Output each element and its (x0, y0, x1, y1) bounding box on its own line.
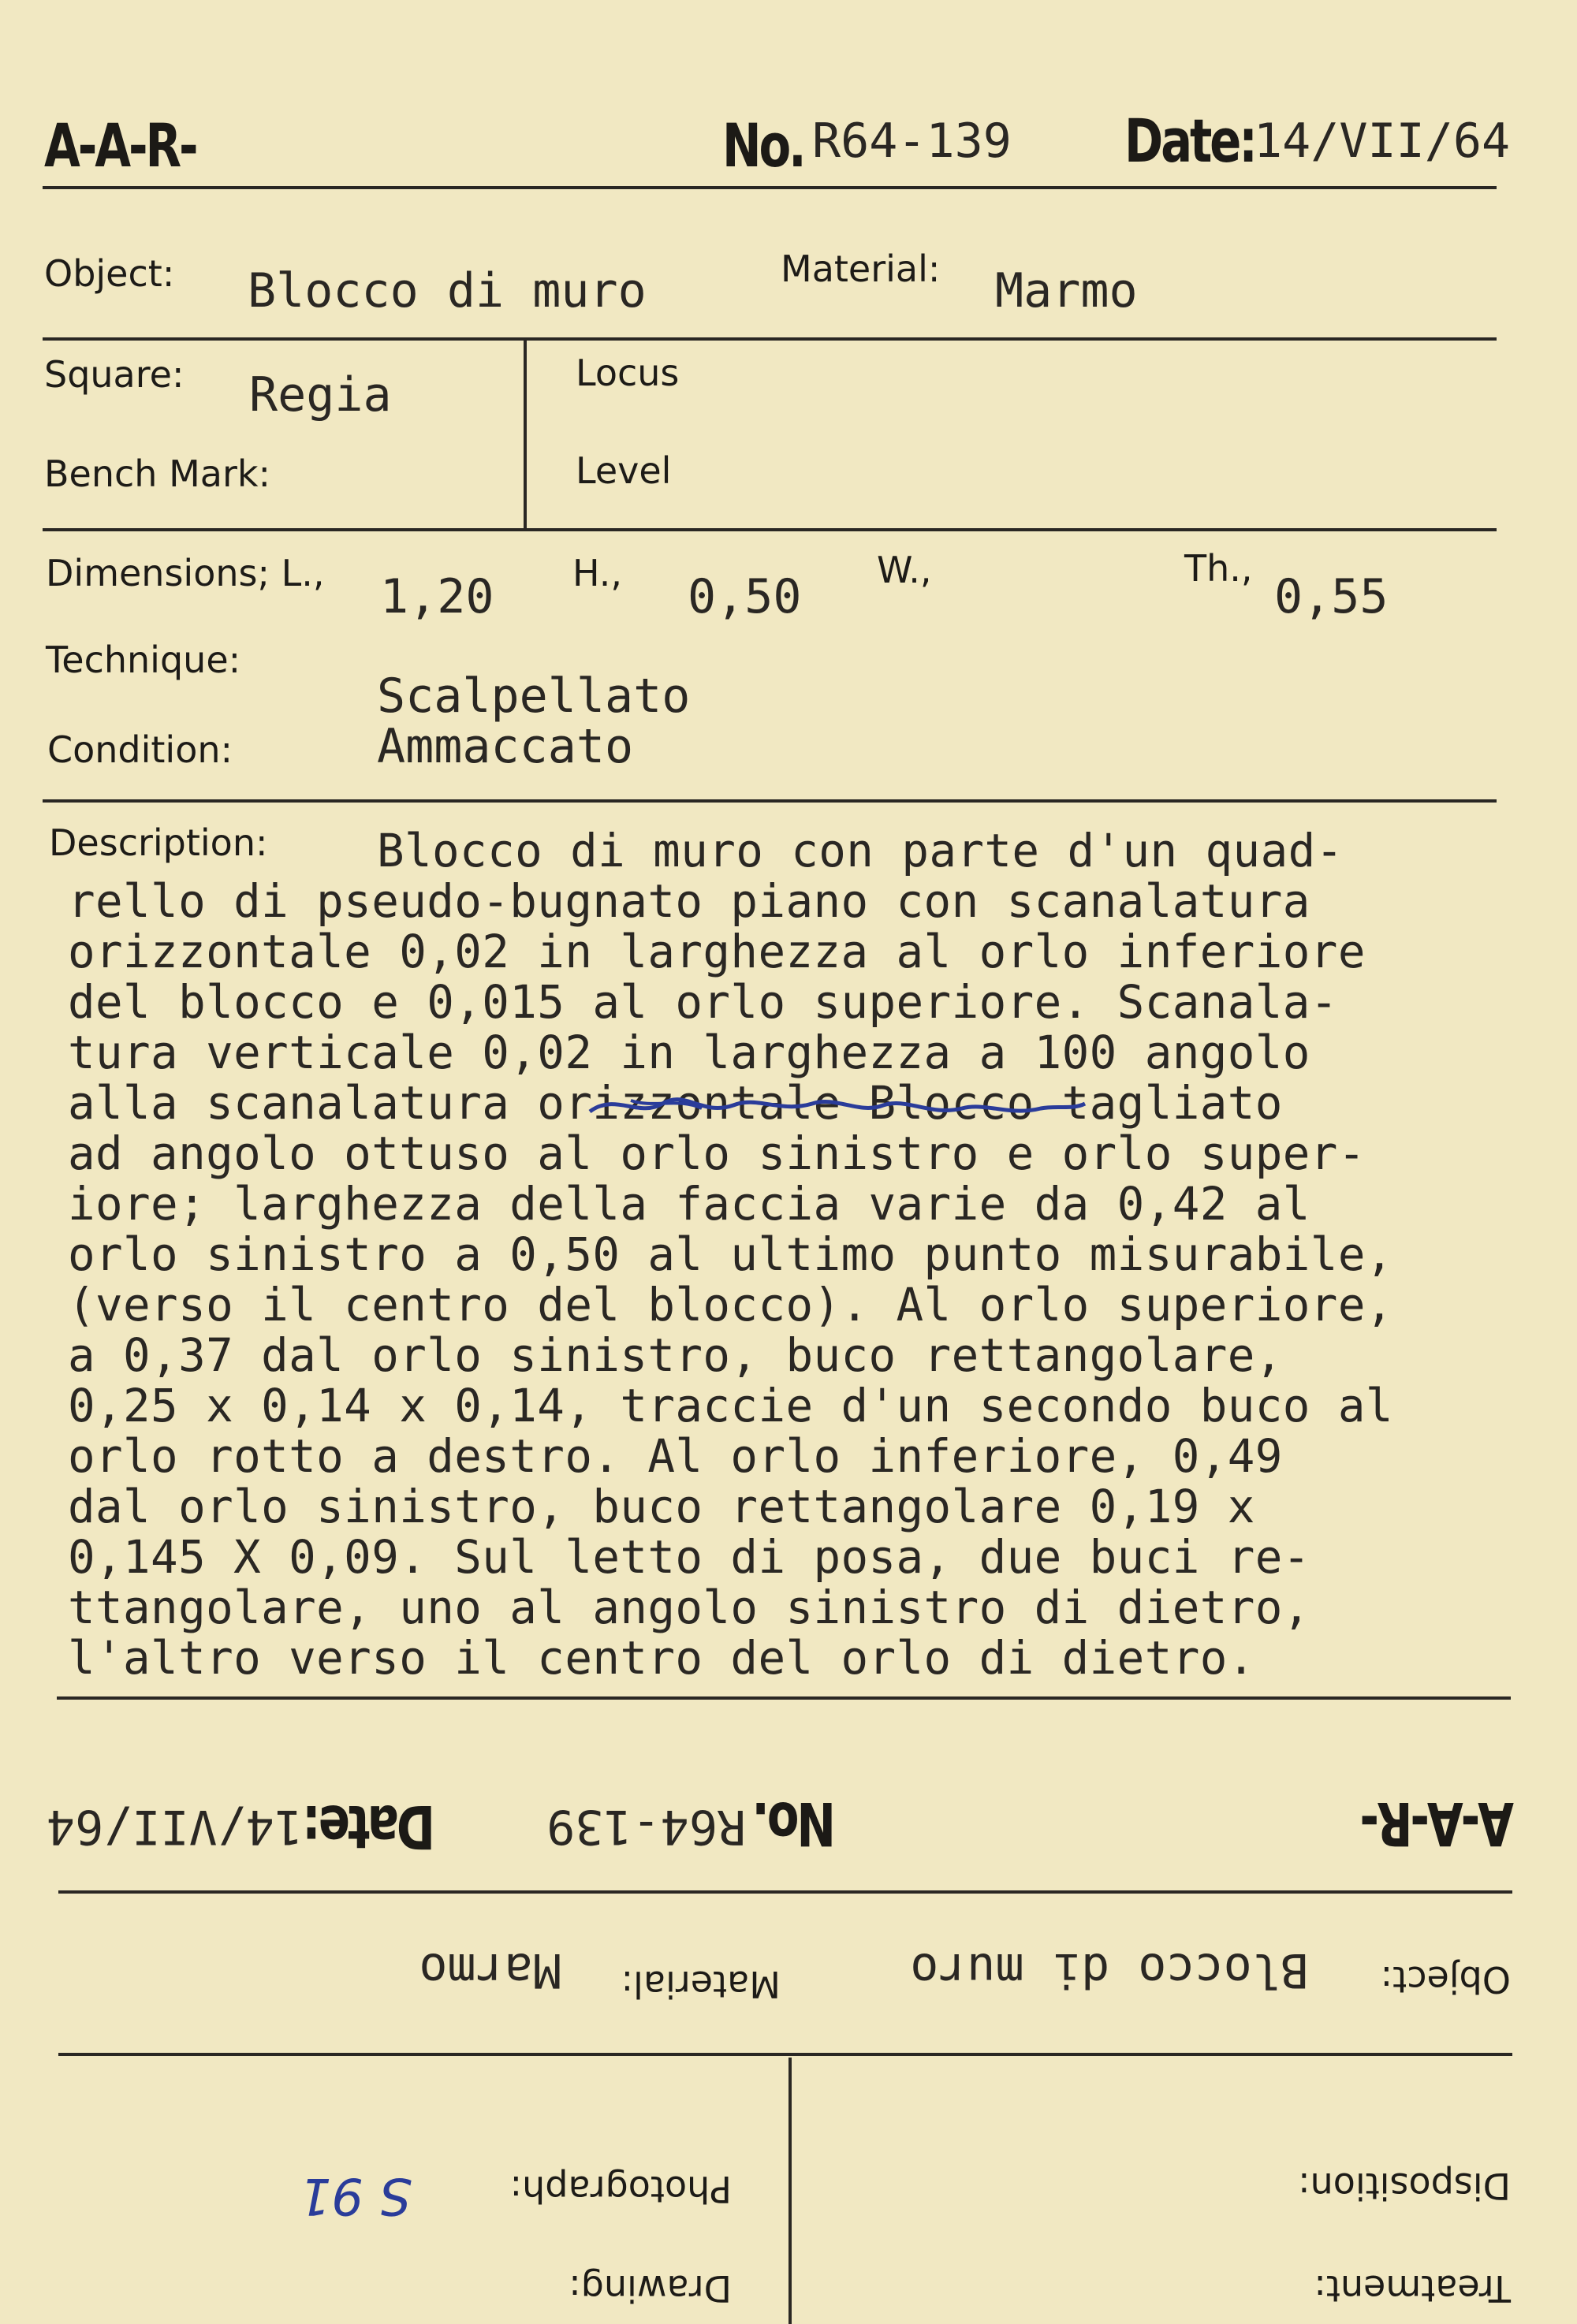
date-label-inverted: Date: (304, 1792, 435, 1862)
description-line: ttangolare, uno al angolo sinistro di dietro, (68, 1581, 1310, 1634)
description-line: dal orlo sinistro, buco rettangolare 0,19 x (68, 1480, 1255, 1533)
thickness-label: Th., (1184, 547, 1253, 590)
description-line: del blocco e 0,015 al orlo superiore. Scanala- (68, 976, 1338, 1029)
level-label: Level (576, 449, 672, 492)
object-value: Blocco di muro (248, 263, 647, 318)
description-rule (57, 1696, 1511, 1700)
condition-label: Condition: (47, 728, 233, 771)
header-rule (43, 186, 1497, 189)
description-line: 0,145 X 0,09. Sul letto di posa, due buci re- (68, 1531, 1310, 1584)
treatment-label: Treatment: (1314, 2267, 1511, 2310)
date-label: Date: (1124, 106, 1255, 176)
height-label: H., (572, 552, 623, 594)
lower-rule (58, 2053, 1512, 2056)
condition-value: Ammaccato (377, 719, 634, 774)
location-rule (43, 528, 1497, 531)
height-value: 0,50 (688, 569, 802, 624)
photograph-number: S 91 (299, 2166, 412, 2225)
material-value: Marmo (995, 263, 1138, 318)
description-line: l'altro verso il centro del orlo di dietro. (68, 1632, 1255, 1685)
thickness-value: 0,55 (1274, 569, 1389, 624)
description-line: orlo sinistro a 0,50 al ultimo punto misurabile, (68, 1228, 1393, 1281)
drawing-label: Drawing: (569, 2267, 732, 2310)
description-line: orlo rotto a destro. Al orlo inferiore, 0,49 (68, 1430, 1283, 1483)
object-value-inverted: Blocco di muro (910, 1942, 1309, 1998)
record-date-inverted: 14/VII/64 (46, 1799, 303, 1854)
square-value: Regia (249, 367, 392, 423)
lower-divider (788, 2058, 792, 2324)
technique-value: Scalpellato (377, 669, 691, 724)
locus-label: Locus (576, 352, 680, 394)
description-line: rello di pseudo-bugnato piano con scanalatura (68, 875, 1310, 928)
object-rule (43, 337, 1497, 341)
description-line: tura verticale 0,02 in larghezza a 100 angolo (68, 1026, 1310, 1079)
disposition-label: Disposition: (1298, 2165, 1511, 2207)
description-line: orizzontale 0,02 in larghezza al orlo inferiore (68, 926, 1366, 978)
handwritten-correction (583, 1077, 1088, 1132)
series-code-inverted: A-A-R- (1362, 1789, 1514, 1859)
width-label: W., (877, 549, 932, 591)
record-date: 14/VII/64 (1254, 114, 1511, 169)
bench-mark-label: Bench Mark: (44, 453, 271, 495)
description-line: alla scanalatura orizzontale Blocco tagliato (68, 1077, 1283, 1130)
number-label: No. (722, 110, 804, 181)
material-value-inverted: Marmo (419, 1942, 561, 1998)
condition-rule (43, 799, 1497, 803)
inverted-section (0, 1711, 1577, 2324)
material-label: Material: (781, 248, 941, 290)
location-divider (524, 339, 527, 528)
square-label: Square: (44, 353, 185, 396)
technique-label: Technique: (46, 639, 241, 681)
description-line: iore; larghezza della faccia varie da 0,42 al (68, 1178, 1310, 1231)
material-label-inverted: Material: (621, 1963, 781, 2006)
record-number-inverted: R64-139 (546, 1799, 746, 1854)
object-label-inverted: Object: (1380, 1958, 1511, 2001)
description-line: Blocco di muro con parte d'un quad- (377, 825, 1344, 877)
description-line: ad angolo ottuso al orlo sinistro e orlo super- (68, 1127, 1366, 1180)
description-label: Description: (49, 821, 268, 864)
description-line: a 0,37 dal orlo sinistro, buco rettangolare, (68, 1329, 1283, 1382)
object-label: Object: (44, 252, 175, 295)
length-value: 1,20 (380, 569, 494, 624)
dimensions-label: Dimensions; L., (46, 552, 325, 594)
description-line: 0,25 x 0,14 x 0,14, traccie d'un secondo buco al (68, 1380, 1393, 1432)
description-line: (verso il centro del blocco). Al orlo superiore, (68, 1279, 1393, 1331)
photograph-label: Photograph: (509, 2168, 732, 2210)
record-number: R64-139 (812, 114, 1012, 169)
series-code: A-A-R- (44, 110, 196, 181)
number-label-inverted: No. (754, 1789, 836, 1859)
lower-header-rule (58, 1890, 1512, 1894)
